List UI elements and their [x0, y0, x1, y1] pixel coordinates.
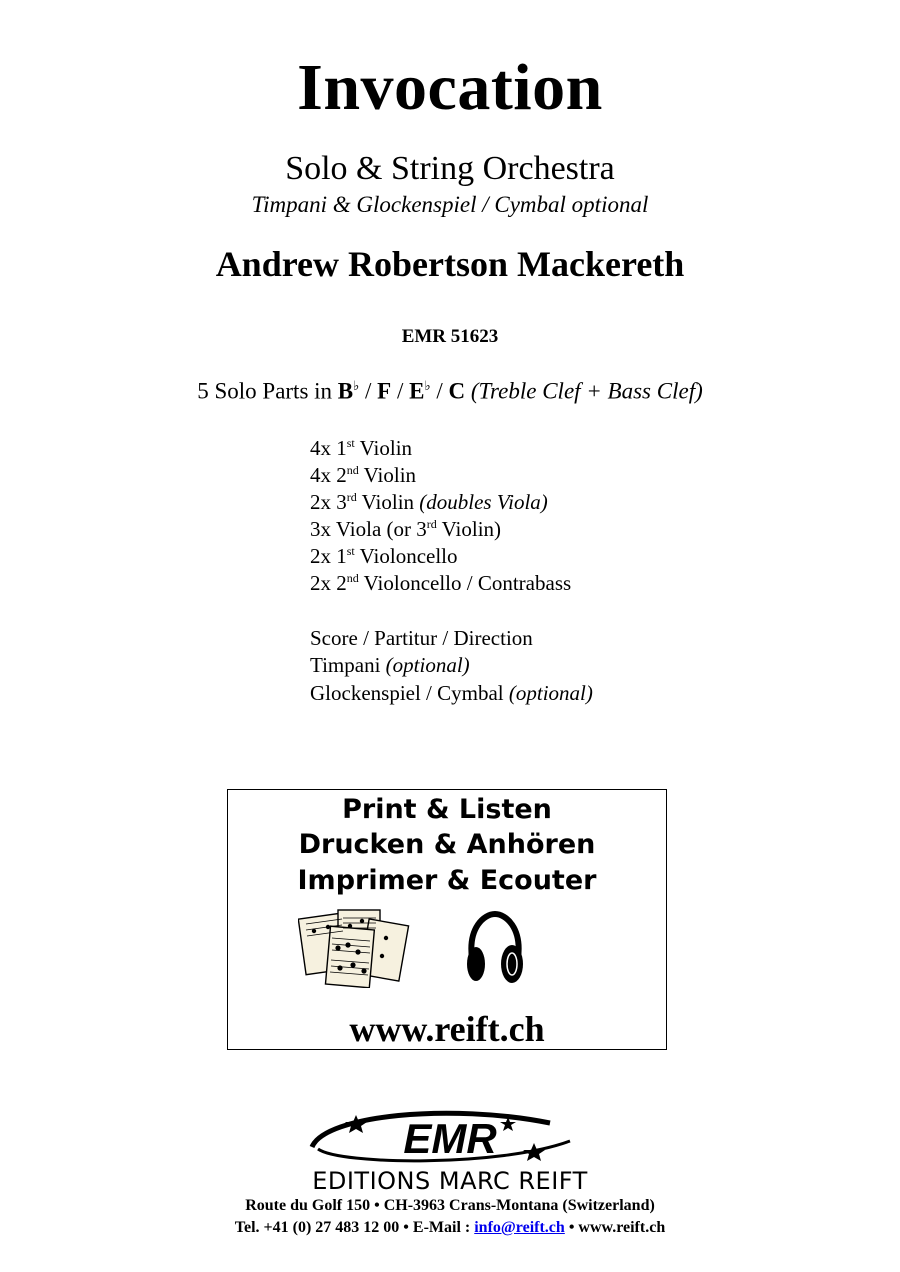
extra-part-line: Timpani (optional)	[310, 653, 470, 677]
print-listen-box[interactable]	[227, 789, 667, 1050]
instrument-line: 4x 1st Violin	[310, 436, 413, 460]
sheet-music-icon	[298, 908, 413, 988]
instrument-line: 4x 2nd Violin	[310, 463, 417, 487]
emr-logo	[250, 1105, 650, 1197]
headphones-icon	[464, 910, 526, 988]
website-link[interactable]: www.reift.ch	[349, 1009, 545, 1049]
instrument-line: 2x 2nd Violoncello / Contrabass	[310, 571, 572, 595]
promo-line-de: Drucken & Anhören	[298, 829, 596, 860]
composer: Andrew Robertson Mackereth	[215, 244, 685, 284]
instrument-line: 3x Viola (or 3rd Violin)	[310, 517, 502, 541]
subtitle: Solo & String Orchestra	[285, 150, 615, 187]
star-icon	[523, 1143, 545, 1161]
subtitle-optional: Timpani & Glockenspiel / Cymbal optional	[251, 192, 649, 217]
promo-line-en: Print & Listen	[342, 794, 552, 825]
catalog-number: EMR 51623	[401, 326, 499, 347]
publisher-contact: Tel. +41 (0) 27 483 12 00 • E-Mail : info@reift.ch • www.reift.ch	[234, 1219, 666, 1236]
extra-part-line: Glockenspiel / Cymbal (optional)	[310, 681, 593, 705]
solo-parts: 5 Solo Parts in B♭ / F / E♭ / C (Treble Clef + Bass Clef)	[197, 378, 703, 404]
publisher-name: EDITIONS MARC REIFT	[312, 1167, 588, 1195]
title: Invocation	[297, 51, 603, 124]
email-link[interactable]: info@reift.ch	[474, 1219, 565, 1236]
promo-line-fr: Imprimer & Ecouter	[297, 865, 597, 896]
publisher-address: Route du Golf 150 • CH-3963 Crans-Montana (Switzerland)	[245, 1197, 655, 1214]
extra-part-line: Score / Partitur / Direction	[310, 626, 533, 650]
star-icon	[345, 1115, 367, 1133]
instrument-line: 2x 3rd Violin (doubles Viola)	[310, 490, 548, 514]
instrument-line: 2x 1st Violoncello	[310, 544, 458, 568]
emr-logo-text: EMR	[403, 1115, 497, 1162]
